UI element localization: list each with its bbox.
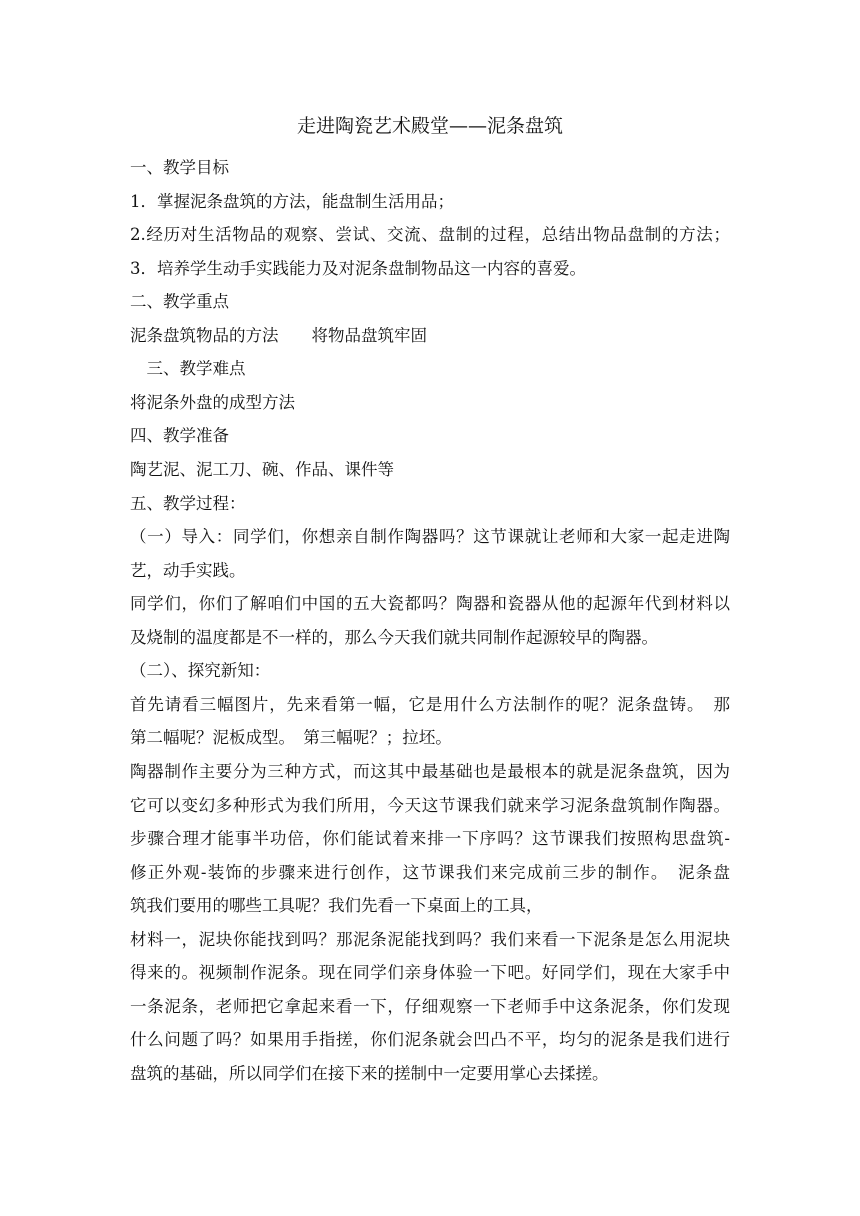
paragraph-line: 首先请看三幅图片，先来看第一幅，它是用什么方法制作的呢？泥条盘铸。 那 [130, 695, 730, 714]
paragraph-line: 艺，动手实践。 [130, 561, 246, 580]
paragraph-line: 第二幅呢？泥板成型。 第三幅呢？；拉坯。 [130, 728, 452, 747]
paragraph-line: 陶器制作主要分为三种方式，而这其中最基础也是最根本的就是泥条盘筑，因为 [130, 762, 730, 781]
paragraph-line: 得来的。视频制作泥条。现在同学们亲身体验一下吧。好同学们，现在大家手中 [130, 963, 730, 982]
paragraph-line: 材料一，泥块你能找到吗？那泥条泥能找到吗？我们来看一下泥条是怎么用泥块 [130, 930, 730, 949]
heading-key-points: 二、教学重点 [130, 292, 229, 311]
difficulties-text: 将泥条外盘的成型方法 [130, 393, 295, 412]
paragraph-line: 筑我们要用的哪些工具呢？我们先看一下桌面上的工具， [130, 896, 543, 915]
paragraph-line: 它可以变幻多种形式为我们所用，今天这节课我们就来学习泥条盘筑制作陶器。 [130, 796, 730, 815]
heading-process: 五、教学过程： [130, 494, 246, 513]
paragraph-line: 修正外观-装饰的步骤来进行创作，这节课我们来完成前三步的制作。 泥条盘 [130, 863, 730, 882]
paragraph-line: 一条泥条，老师把它拿起来看一下，仔细观察一下老师手中这条泥条，你们发现 [130, 997, 730, 1016]
document-title: 走进陶瓷艺术殿堂——泥条盘筑 [296, 115, 563, 137]
key-points-text: 泥条盘筑物品的方法 将物品盘筑牢固 [130, 326, 427, 345]
goal-item-2: 2.经历对生活物品的观察、尝试、交流、盘制的过程，总结出物品盘制的方法； [130, 225, 730, 244]
paragraph-line: 同学们，你们了解咱们中国的五大瓷都吗？陶器和瓷器从他的起源年代到材料以 [130, 594, 730, 613]
paragraph-line: 及烧制的温度都是不一样的，那么今天我们就共同制作起源较早的陶器。 [130, 628, 658, 647]
heading-preparation: 四、教学准备 [130, 426, 229, 445]
paragraph-line: （一）导入：同学们，你想亲自制作陶器吗？这节课就让老师和大家一起走进陶 [130, 527, 730, 546]
subheading-explore: （二）、探究新知： [130, 661, 271, 680]
preparation-text: 陶艺泥、泥工刀、碗、作品、课件等 [130, 460, 394, 479]
paragraph-line: 盘筑的基础，所以同学们在接下来的搓制中一定要用掌心去揉搓。 [130, 1064, 609, 1083]
goal-item-3: 3．培养学生动手实践能力及对泥条盘制物品这一内容的喜爱。 [130, 259, 586, 278]
goal-item-1: 1．掌握泥条盘筑的方法，能盘制生活用品； [130, 192, 454, 211]
paragraph-line: 什么问题了吗？如果用手指搓，你们泥条就会凹凸不平，均匀的泥条是我们进行 [130, 1030, 730, 1049]
heading-difficulties: 三、教学难点 [130, 359, 246, 378]
paragraph-line: 步骤合理才能事半功倍，你们能试着来排一下序吗？这节课我们按照构思盘筑- [130, 829, 730, 848]
heading-teaching-goals: 一、教学目标 [130, 158, 229, 177]
